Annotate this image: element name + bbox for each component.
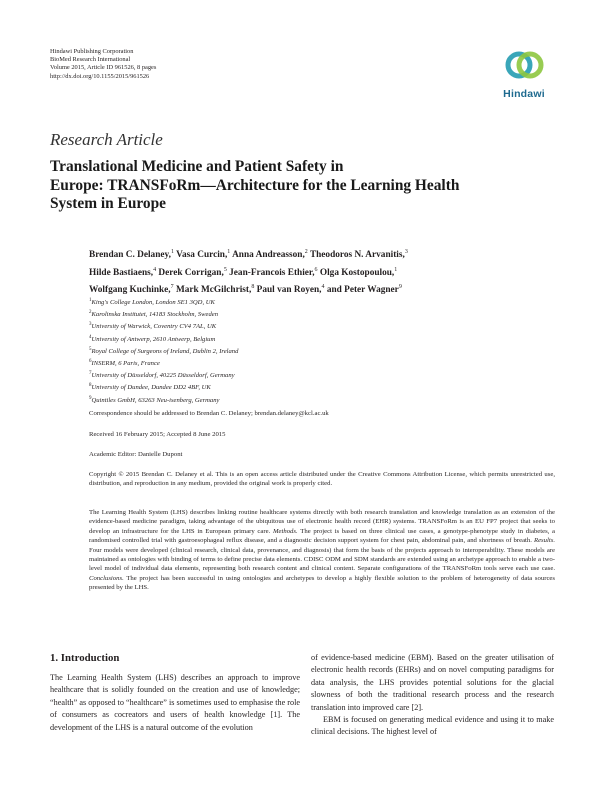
author-sup: 1 [227, 249, 231, 255]
affiliation-num: 6 [89, 358, 92, 364]
volume-info: Volume 2015, Article ID 961526, 8 pages [50, 64, 157, 72]
affiliation-text: University of Antwerp, 2610 Antwerp, Belgium [91, 335, 216, 343]
author-sup: 8 [251, 284, 255, 291]
author-sup: 6 [314, 266, 318, 273]
article-title [50, 158, 550, 214]
author-name: Olga Kostopoulou, [319, 267, 395, 278]
title-line: System in Europe [50, 195, 167, 212]
author-sup: 7 [170, 284, 174, 291]
abstract-conclusions: The project has been successful in using ontologies and archetypes to develop a highly flexible solution to the problem of heterogeneity of data sources presented by the LHS. [89, 574, 555, 592]
affiliation-num: 7 [89, 371, 92, 377]
correspondence-line: Correspondence should be addressed to Brendan C. Delaney; brendan.delaney@kcl.ac.uk [89, 410, 329, 417]
author-list [89, 245, 559, 298]
affiliation-item [89, 345, 238, 357]
abstract-results: Four models were developed (clinical research, clinical data, provenance, and diagnosis) that form the basis of the projects approach to interoperability. These models are maintained as ontologies with binding of terms to define precise data elements. CDISC ODM and SDM standards are extended using an archetype approach to enable a two-level model of individual data elements, representing both research content and clinical content. Separate configurations of the TRANSFoRm tools serve each use case. [89, 546, 555, 573]
author-name: and Peter Wagner [326, 285, 399, 296]
affiliation-num: 8 [89, 383, 92, 389]
author-name: Wolfgang Kuchinke, [89, 285, 171, 296]
article-type: Research Article [50, 130, 163, 149]
author-line [89, 245, 559, 263]
author-name: Paul van Royen, [256, 285, 322, 296]
abstract [89, 508, 555, 593]
affiliation-text: Royal College of Surgeons of Ireland, Dublin 2, Ireland [91, 347, 239, 355]
journal-name: BioMed Research International [50, 56, 131, 64]
body-paragraph: EBM is focused on generating medical evidence and using it to make clinical decisions. The highest level of [311, 715, 554, 737]
affiliation-item [89, 296, 238, 308]
affiliation-item [89, 369, 238, 381]
affiliation-text: University of Dundee, Dundee DD2 4BF, UK [91, 384, 211, 392]
author-sup: 2 [304, 249, 308, 255]
affiliation-num: 5 [89, 346, 92, 352]
copyright-notice: Copyright © 2015 Brendan C. Delaney et al. This is an open access article distributed under the Creative Commons Attribution License, which permits unrestricted use, distribution, and reproduction in any medium, provided the original work is properly cited. [89, 471, 555, 488]
affiliation-text: University of Düsseldorf, 40225 Düsseldorf, Germany [91, 372, 235, 380]
abstract-methods-label: Methods. [272, 527, 298, 535]
affiliation-item [89, 308, 238, 320]
affiliation-text: University of Warwick, Coventry CV4 7AL, UK [91, 323, 217, 331]
author-sup: 3 [404, 249, 408, 255]
author-line [89, 263, 559, 281]
affiliation-list [89, 296, 238, 406]
affiliation-item [89, 320, 238, 332]
author-sup: 9 [398, 284, 402, 291]
title-line: Europe: TRANSFoRm—Architecture for the Learning Health [50, 176, 460, 194]
affiliation-num: 9 [89, 395, 92, 401]
body-paragraph: The Learning Health System (LHS) describes an approach to improve healthcare that is solidly founded on the creation and use of knowledge; “health” as opposed to “healthcare” is sometimes used to emphasise the role of consumers as cocreators and users of health knowledge [1]. The development of the LHS is a natural outcome of the evolution [50, 673, 300, 732]
abstract-background: The Learning Health System (LHS) describes linking routine healthcare systems directly with both research translation and knowledge translation as an extension of the evidence-based medicine paradigm, taking advantage of the ubiquitous use of electronic health record (EHR) systems. TRANSFoRm is an EU FP7 project that seeks to develop an infrastructure for the LHS in European primary care. [89, 509, 555, 535]
affiliation-text: King's College London, London SE1 3QD, UK [91, 299, 215, 307]
body-column-left [50, 672, 300, 734]
body-column-right [311, 652, 554, 739]
publication-info [50, 48, 156, 81]
section-heading: 1. Introduction [50, 652, 120, 664]
author-sup: 5 [223, 266, 227, 273]
author-name: Mark McGilchrist, [175, 285, 252, 296]
abstract-results-label: Results. [534, 537, 555, 545]
affiliation-num: 3 [89, 322, 92, 328]
title-line: Translational Medicine and Patient Safety in [50, 158, 344, 175]
affiliation-item [89, 394, 238, 406]
author-name: Vasa Curcin, [176, 250, 228, 261]
author-name: Brendan C. Delaney, [89, 250, 171, 261]
author-name: Jean-Francois Ethier, [229, 267, 315, 278]
affiliation-num: 2 [89, 310, 92, 316]
affiliation-num: 1 [89, 298, 92, 303]
body-paragraph: of evidence-based medicine (EBM). Based on the greater utilisation of electronic health records (EHRs) and on novel computing paradigms for data analysis, the LHS provides potential solutions for the glacial slowness of both the traditional research process and the research translation into improved care [2]. [311, 653, 554, 712]
abstract-conclusions-label: Conclusions. [89, 574, 124, 582]
author-sup: 4 [153, 266, 157, 273]
hindawi-logo-text: Hindawi [503, 88, 545, 100]
author-name: Anna Andreasson, [232, 250, 305, 261]
academic-editor-line: Academic Editor: Danielle Dupont [89, 451, 183, 458]
affiliation-num: 4 [89, 334, 92, 340]
publisher-name: Hindawi Publishing Corporation [50, 48, 134, 55]
affiliation-item [89, 381, 238, 393]
received-line: Received 16 February 2015; Accepted 8 June 2015 [89, 431, 226, 438]
affiliation-text: INSERM, 6 Paris, France [91, 360, 160, 368]
abstract-methods: The project is based on three clinical use cases, a genotype-phenotype study in diabetes, a randomised controlled trial with gastroesophageal reflux disease, and a diagnostic decision support system for chest pain, abdominal pain, and shortness of breath. [89, 527, 556, 545]
author-name: Hilde Bastiaens, [89, 267, 154, 278]
author-sup: 4 [321, 284, 325, 291]
author-name: Derek Corrigan, [158, 267, 224, 278]
affiliation-text: Quintiles GmbH, 63263 Neu-isenberg, Germany [91, 396, 220, 404]
affiliation-item [89, 333, 238, 345]
doi-link[interactable]: http://dx.doi.org/10.1155/2015/961526 [50, 72, 150, 80]
affiliation-text: Karolinska Institutet, 14183 Stockholm, Sweden [91, 311, 218, 319]
author-sup: 1 [394, 266, 398, 273]
author-sup: 1 [170, 249, 174, 255]
author-name: Theodoros N. Arvanitis, [309, 250, 405, 261]
affiliation-item [89, 357, 238, 369]
